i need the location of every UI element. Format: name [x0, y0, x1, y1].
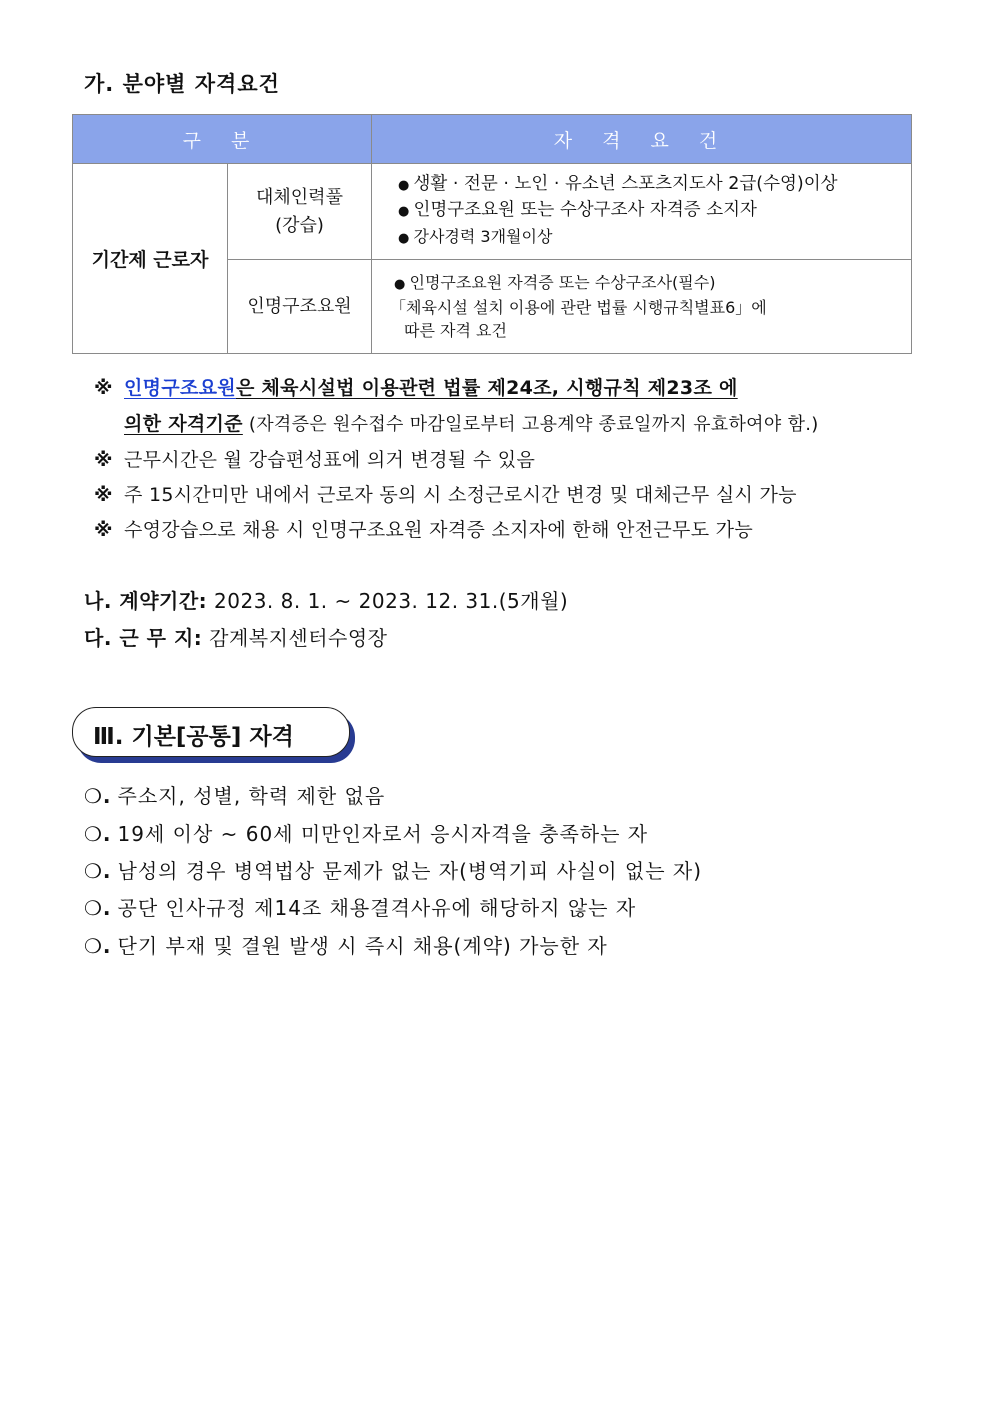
law-reference: 은 체육시설법 이용관련 법률 제24조, 시행규칙 제23조 에	[235, 377, 738, 399]
criteria-term: 의한 자격기준	[124, 413, 243, 435]
header-category: 구 분	[73, 115, 372, 164]
work-place-value: 감계복지센터수영장	[209, 626, 388, 650]
requirement-item: ● 인명구조요원 자격증 또는 수상구조사(필수)	[394, 271, 911, 296]
table-header-row	[73, 115, 912, 164]
sub-category-cell	[228, 164, 372, 260]
note-lifeguard-criteria	[94, 373, 738, 400]
requirement-item: ● 인명구조요원 또는 수상구조사 자격증 소지자	[398, 198, 911, 224]
table-row	[73, 164, 912, 260]
requirement-item: ● 강사경력 3개월이상	[398, 224, 911, 251]
circle-bullet-icon: ❍.	[84, 784, 112, 808]
reference-mark: ※	[94, 519, 113, 541]
list-item	[84, 780, 385, 809]
work-place-label: 다. 근 무 지:	[84, 626, 203, 650]
contract-period-value: 2023. 8. 1. ~ 2023. 12. 31.(5개월)	[214, 589, 569, 613]
reference-mark: ※	[94, 377, 113, 399]
list-item-text: 19세 이상 ~ 60세 미만인자로서 응시자격을 충족하는 자	[117, 822, 649, 846]
list-item	[84, 892, 636, 921]
note-safety-duty	[94, 515, 753, 542]
sub-category-name: 대체인력풀	[256, 186, 343, 208]
circle-bullet-icon: ❍.	[84, 896, 112, 920]
circle-bullet-icon: ❍.	[84, 934, 112, 958]
list-item	[84, 818, 648, 847]
circle-bullet-icon: ❍.	[84, 859, 112, 883]
section-heading-qualifications: 가. 분야별 자격요건	[84, 72, 280, 96]
requirement-item: 따른 자격 요건	[404, 321, 507, 340]
list-item-text: 공단 인사규정 제14조 채용결격사유에 해당하지 않는 자	[117, 896, 637, 920]
note-hours-change	[94, 480, 797, 507]
requirement-item: 「체육시설 설치 이용에 관란 법률 시행규칙별표6」에	[390, 298, 767, 317]
circle-bullet-icon: ❍.	[84, 822, 112, 846]
list-item-text: 주소지, 성별, 학력 제한 없음	[117, 784, 386, 808]
sub-category-note: (강습)	[275, 214, 324, 236]
requirement-item: ● 생활 · 전문 · 노인 · 유소년 스포츠지도사 2급(수영)이상	[398, 172, 911, 198]
note-hours	[94, 445, 535, 472]
note-lifeguard-criteria-cont	[124, 409, 819, 436]
requirements-cell	[372, 260, 912, 354]
list-item	[84, 930, 608, 959]
section3-title-box	[72, 707, 350, 757]
list-item	[84, 855, 702, 884]
list-item-text: 단기 부재 및 결원 발생 시 즉시 채용(계약) 가능한 자	[117, 934, 608, 958]
group-label-cell: 기간제 근로자	[73, 164, 228, 354]
list-item-text: 남성의 경우 병역법상 문제가 없는 자(병역기피 사실이 없는 자)	[117, 859, 702, 883]
work-place	[84, 622, 388, 651]
reference-mark: ※	[94, 449, 113, 471]
validity-note: (자격증은 원수접수 마감일로부터 고용계약 종료일까지 유효하여야 함.)	[242, 414, 819, 435]
note-text: 근무시간은 월 강습편성표에 의거 변경될 수 있음	[124, 449, 536, 471]
header-requirements: 자 격 요 건	[372, 115, 912, 164]
qualification-table	[72, 114, 912, 354]
note-text: 수영강습으로 채용 시 인명구조요원 자격증 소지자에 한해 안전근무도 가능	[124, 519, 753, 541]
requirements-cell	[372, 164, 912, 260]
lifeguard-term: 인명구조요원	[124, 377, 236, 399]
contract-period	[84, 585, 568, 614]
section3-title: Ⅲ. 기본[공통] 자격	[93, 724, 294, 750]
note-text: 주 15시간미만 내에서 근로자 동의 시 소정근로시간 변경 및 대체근무 실시 가능	[124, 484, 797, 506]
reference-mark: ※	[94, 484, 113, 506]
contract-period-label: 나. 계약기간:	[84, 589, 208, 613]
sub-category-cell: 인명구조요원	[228, 260, 372, 354]
